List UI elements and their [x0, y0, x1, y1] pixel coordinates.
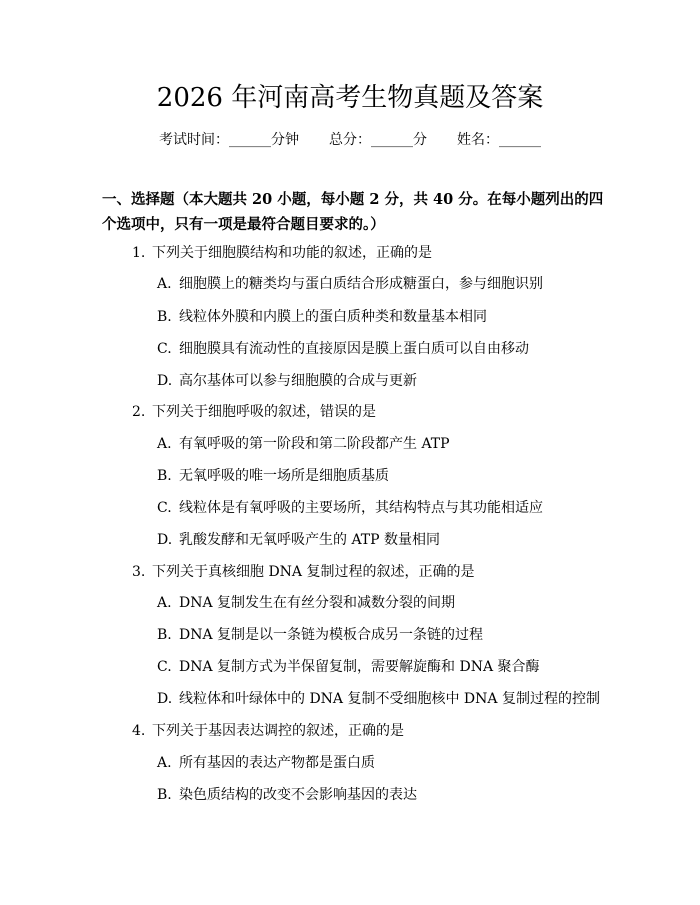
- question-4-option-a: [157, 752, 375, 774]
- option-letter: C.: [157, 659, 172, 675]
- page-title: 2026 年河南高考生物真题及答案: [156, 83, 544, 113]
- question-2-option-a: [157, 433, 450, 455]
- question-text: 下列关于基因表达调控的叙述，正确的是: [152, 723, 404, 739]
- option-letter: D.: [157, 691, 173, 707]
- question-1-stem: [132, 242, 432, 264]
- total-score-label: 总分：: [329, 132, 371, 148]
- question-1-option-c: [157, 338, 529, 360]
- option-text: DNA 复制方式为半保留复制，需要解旋酶和 DNA 聚合酶: [179, 659, 540, 675]
- option-letter: A.: [157, 436, 172, 452]
- question-3-option-d: [157, 688, 600, 710]
- option-letter: B.: [157, 468, 172, 484]
- exam-time-blank: ______: [229, 132, 271, 148]
- option-letter: A.: [157, 276, 172, 292]
- option-letter: D.: [157, 373, 173, 389]
- option-letter: B.: [157, 627, 172, 643]
- option-text: DNA 复制发生在有丝分裂和减数分裂的间期: [179, 595, 456, 611]
- section-heading: 一、选择题（本大题共 20 小题，每小题 2 分，共 40 分。在每小题列出的四个选项中，只有一项是最符合题目要求的。）: [102, 191, 604, 233]
- option-text: 细胞膜具有流动性的直接原因是膜上蛋白质可以自由移动: [179, 341, 529, 357]
- student-name-label: 姓名：: [457, 132, 499, 148]
- question-4-option-b: [157, 784, 417, 806]
- option-letter: A.: [157, 755, 172, 771]
- option-text: 乳酸发酵和无氧呼吸产生的 ATP 数量相同: [179, 532, 441, 548]
- option-text: 高尔基体可以参与细胞膜的合成与更新: [179, 373, 417, 389]
- option-text: 细胞膜上的糖类均与蛋白质结合形成糖蛋白，参与细胞识别: [179, 276, 543, 292]
- option-text: 线粒体是有氧呼吸的主要场所，其结构特点与其功能相适应: [179, 500, 543, 516]
- question-number: 1.: [132, 245, 146, 261]
- question-text: 下列关于真核细胞 DNA 复制过程的叙述，正确的是: [152, 564, 475, 580]
- option-letter: B.: [157, 309, 172, 325]
- exam-time-unit: 分钟: [271, 132, 299, 148]
- question-2-option-d: [157, 529, 440, 551]
- option-text: 所有基因的表达产物都是蛋白质: [179, 755, 375, 771]
- question-3-option-c: [157, 656, 540, 678]
- question-number: 2.: [132, 404, 146, 420]
- question-text: 下列关于细胞膜结构和功能的叙述，正确的是: [152, 245, 432, 261]
- student-name-blank: ______: [499, 132, 541, 148]
- question-number: 4.: [132, 723, 146, 739]
- question-4-stem: [132, 720, 404, 742]
- option-letter: C.: [157, 341, 172, 357]
- option-letter: D.: [157, 532, 173, 548]
- exam-meta-line: [0, 128, 700, 152]
- exam-time-label: 考试时间：: [159, 132, 229, 148]
- option-text: 有氧呼吸的第一阶段和第二阶段都产生 ATP: [179, 436, 450, 452]
- option-letter: A.: [157, 595, 172, 611]
- option-letter: B.: [157, 787, 172, 803]
- option-text: DNA 复制是以一条链为模板合成另一条链的过程: [179, 627, 484, 643]
- option-text: 线粒体和叶绿体中的 DNA 复制不受细胞核中 DNA 复制过程的控制: [179, 691, 600, 707]
- total-score-unit: 分: [413, 132, 427, 148]
- option-text: 无氧呼吸的唯一场所是细胞质基质: [179, 468, 389, 484]
- question-2-option-b: [157, 465, 389, 487]
- question-3-option-b: [157, 624, 483, 646]
- option-letter: C.: [157, 500, 172, 516]
- question-3-option-a: [157, 592, 455, 614]
- question-2-option-c: [157, 497, 543, 519]
- question-1-option-a: [157, 273, 543, 295]
- option-text: 染色质结构的改变不会影响基因的表达: [179, 787, 417, 803]
- question-text: 下列关于细胞呼吸的叙述，错误的是: [152, 404, 376, 420]
- question-3-stem: [132, 561, 474, 583]
- question-1-option-b: [157, 306, 487, 328]
- option-text: 线粒体外膜和内膜上的蛋白质种类和数量基本相同: [179, 309, 487, 325]
- question-1-option-d: [157, 370, 417, 392]
- question-2-stem: [132, 401, 376, 423]
- question-number: 3.: [132, 564, 146, 580]
- total-score-blank: ______: [371, 132, 413, 148]
